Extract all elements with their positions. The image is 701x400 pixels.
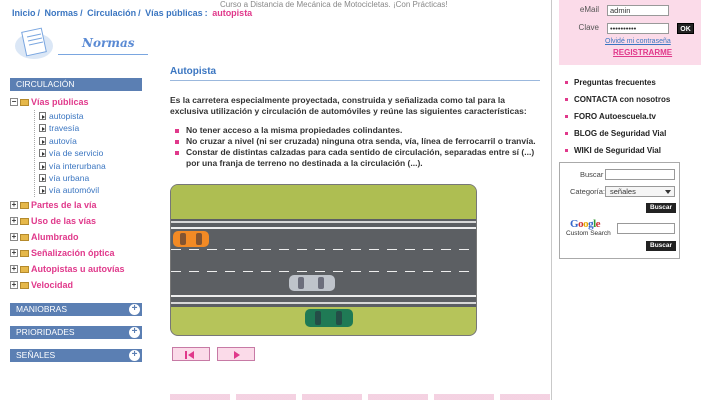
sub-item-via-interurbana[interactable] [35, 160, 142, 172]
first-slide-button[interactable] [172, 347, 210, 361]
expand-icon[interactable]: + [11, 247, 17, 257]
site-tagline: Curso a Distancia de Mecánica de Motocicletas. ¡Con Prácticas! [220, 0, 448, 9]
expand-icon[interactable]: + [11, 231, 17, 241]
breadcrumb-current: autopista [212, 8, 253, 18]
password-label: Clave [578, 23, 599, 32]
document-icon [39, 174, 46, 182]
logo-word: Normas [82, 36, 135, 50]
google-logo: Google [570, 218, 601, 230]
breadcrumb-normas[interactable]: Normas [44, 8, 79, 18]
sidebar-header-maniobras[interactable] [10, 303, 142, 316]
breadcrumb: Inicio / Normas / Circulación / Vías públicas : autopista [12, 8, 253, 18]
expand-icon[interactable]: + [11, 215, 17, 225]
sub-item-via-urbana[interactable] [35, 172, 142, 184]
list-item: No tener acceso a la misma propiedades colindantes. [170, 125, 540, 136]
link-contacta[interactable]: CONTACTA con nosotros [564, 91, 696, 108]
lane-line [171, 249, 476, 250]
breadcrumb-vias-publicas[interactable]: Vías públicas [145, 8, 203, 18]
guard-rail [171, 221, 476, 223]
lane-line [171, 295, 476, 297]
sub-item-autovia[interactable] [35, 135, 142, 147]
quick-links [564, 74, 696, 159]
google-custom-search-label: Custom Search [566, 230, 611, 237]
tree-item-label: Alumbrado [31, 231, 79, 242]
sub-item-label: autovía [49, 135, 77, 146]
tree-item-label: Partes de la vía [31, 199, 97, 210]
sub-item-autopista[interactable] [35, 110, 142, 122]
circulacion-tree [10, 94, 142, 293]
footer-strip [170, 394, 550, 400]
category-selected-value: señales [610, 187, 636, 196]
page-title: Autopista [170, 66, 540, 81]
tree-item-velocidad[interactable] [10, 277, 142, 293]
folder-icon [20, 202, 29, 209]
sidebar-header-label: PRIORIDADES [16, 326, 75, 337]
document-icon [39, 112, 46, 120]
sub-item-label: autopista [49, 111, 84, 121]
tree-item-alumbrado[interactable] [10, 229, 142, 245]
sidebar-header-label: CIRCULACIÓN [16, 79, 75, 89]
plus-circle-icon[interactable]: + [129, 327, 140, 338]
tree-item-partes-de-la-via[interactable] [10, 197, 142, 213]
sidebar-header-label: SEÑALES [16, 349, 56, 360]
forgot-password-link[interactable]: Olvidé mi contraseña [605, 38, 671, 45]
logo-underline [58, 54, 148, 55]
tree-item-label: Autopistas u autovías [31, 263, 125, 274]
folder-icon [20, 99, 29, 106]
guard-rail [171, 302, 476, 304]
tree-item-label: Señalización óptica [31, 247, 115, 258]
breadcrumb-inicio[interactable]: Inicio [12, 8, 36, 18]
grass-strip [171, 185, 476, 219]
intro-text: Es la carretera especialmente proyectada, construida y señalizada como tal para la exclusiva utilización y circulación de automóviles y reúne las siguientes características: [170, 95, 527, 116]
highway-illustration [170, 184, 477, 336]
sub-item-label: vía urbana [49, 172, 90, 183]
sub-item-label: travesía [49, 123, 80, 134]
expand-icon[interactable]: + [11, 199, 17, 209]
left-sidebar [10, 78, 142, 362]
register-link[interactable]: REGISTRARME [613, 48, 673, 57]
login-ok-button[interactable]: OK [677, 23, 694, 34]
sub-item-via-automovil[interactable] [35, 184, 142, 196]
document-icon [39, 149, 46, 157]
list-item: Constar de distintas calzadas para cada sentido de circulación, separadas entre sí (...) por una franja de terreno no destinada a la circulación (...). [170, 147, 540, 169]
section-logo [14, 24, 144, 64]
tree-item-label: Vías públicas [31, 97, 89, 107]
chevron-down-icon [665, 190, 671, 194]
list-item: No cruzar a nivel (ni ser cruzada) ninguna otra senda, vía, línea de ferrocarril o tranvía. [170, 136, 540, 147]
search-panel [559, 162, 680, 259]
tree-item-uso-de-las-vias[interactable] [10, 213, 142, 229]
notepad-icon [14, 26, 54, 60]
sidebar-header-senales[interactable] [10, 349, 142, 362]
login-panel [559, 0, 701, 65]
link-foro[interactable]: FORO Autoescuela.tv [564, 108, 696, 125]
expand-icon[interactable]: + [11, 279, 17, 289]
sub-item-via-de-servicio[interactable] [35, 147, 142, 159]
sidebar-header-prioridades[interactable] [10, 326, 142, 339]
folder-icon [20, 218, 29, 225]
orange-car [173, 231, 209, 247]
document-icon [39, 124, 46, 132]
tree-item-label: Velocidad [31, 279, 74, 290]
plus-circle-icon[interactable]: + [129, 350, 140, 361]
lane-line [171, 271, 476, 272]
lane-line [171, 227, 476, 229]
folder-icon [20, 234, 29, 241]
link-wiki[interactable]: WIKI de Seguridad Vial [564, 142, 696, 159]
next-slide-button[interactable] [217, 347, 255, 361]
search-input[interactable] [605, 169, 675, 180]
tree-item-senalizacion-optica[interactable] [10, 245, 142, 261]
silver-car [289, 275, 335, 291]
email-label: eMail [579, 5, 599, 14]
green-car [305, 309, 353, 327]
slide-navigation [172, 347, 259, 363]
tree-item-label: Uso de las vías [31, 215, 97, 226]
password-field[interactable]: •••••••••• [607, 23, 669, 34]
search-label: Buscar [580, 170, 604, 179]
search-submit-button[interactable]: Buscar [646, 203, 676, 213]
play-right-icon [234, 351, 240, 359]
google-search-input[interactable] [617, 223, 675, 234]
link-preguntas-frecuentes[interactable]: Preguntas frecuentes [564, 74, 696, 91]
plus-circle-icon[interactable]: + [129, 304, 140, 315]
road-surface [171, 219, 476, 307]
main-content [170, 66, 540, 169]
tree-item-vias-publicas[interactable] [10, 94, 142, 110]
sidebar-header-circulacion[interactable] [10, 78, 142, 91]
category-label: Categoría: [570, 187, 606, 196]
sub-item-travesia[interactable] [35, 122, 142, 134]
document-icon [39, 186, 46, 194]
characteristics-list [170, 125, 540, 169]
category-select[interactable] [605, 186, 675, 197]
skip-back-icon [188, 351, 194, 359]
folder-icon [20, 250, 29, 257]
sub-item-label: vía automóvil [49, 185, 100, 196]
vias-publicas-sublist [34, 110, 142, 197]
first-bar-icon [185, 351, 187, 359]
sidebar-header-label: MANIOBRAS [16, 303, 68, 314]
sub-item-label: vía de servicio [49, 148, 104, 159]
folder-icon [20, 266, 29, 273]
breadcrumb-circulacion[interactable]: Circulación [87, 8, 137, 18]
tree-item-autopistas-u-autovias[interactable] [10, 261, 142, 277]
folder-icon [20, 282, 29, 289]
link-blog[interactable]: BLOG de Seguridad Vial [564, 125, 696, 142]
sub-item-label: vía interurbana [49, 160, 106, 171]
email-field[interactable]: admin [607, 5, 669, 16]
document-icon [39, 162, 46, 170]
right-column [551, 0, 701, 400]
document-icon [39, 137, 46, 145]
google-search-button[interactable]: Buscar [646, 241, 676, 251]
collapse-icon[interactable]: − [11, 97, 17, 106]
expand-icon[interactable]: + [11, 263, 17, 273]
